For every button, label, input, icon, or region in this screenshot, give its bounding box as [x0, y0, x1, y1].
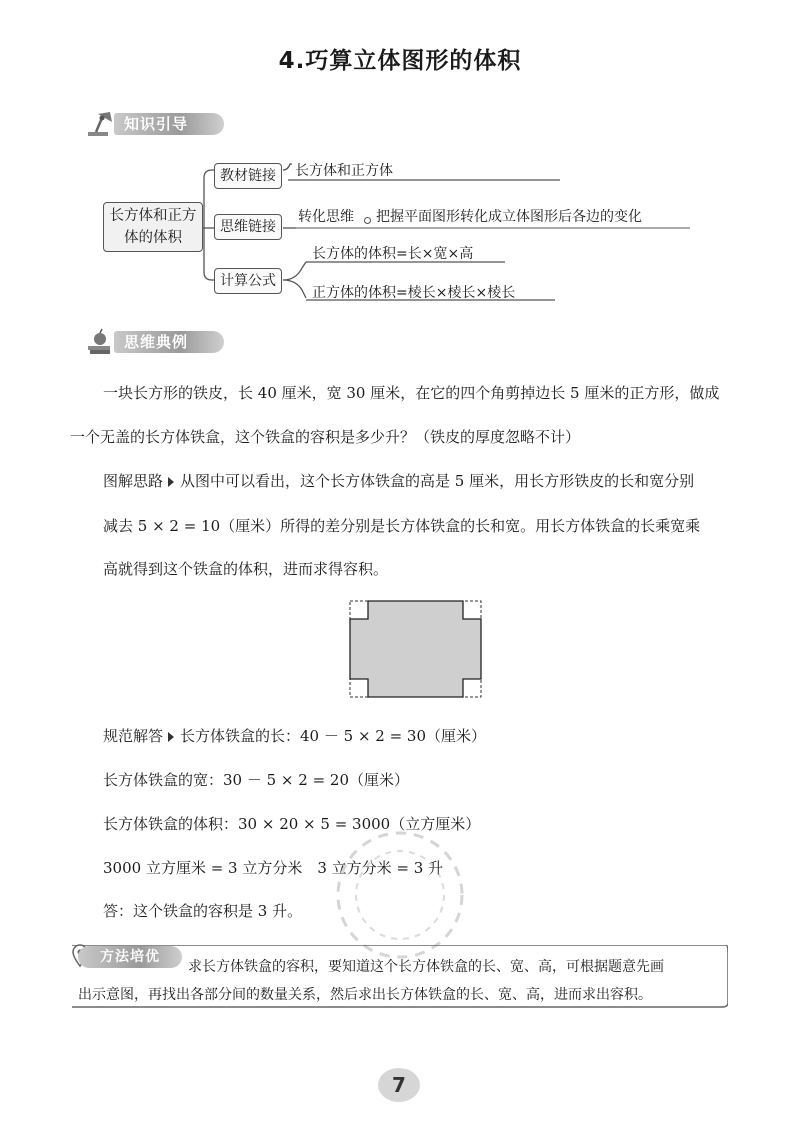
mindmap-leaf: 转化思维: [298, 209, 354, 225]
solution-label: 规范解答: [103, 727, 164, 745]
answer-line: 答：这个铁盒的容积是 3 升。: [103, 902, 303, 920]
mindmap-branch-textbook: 教材链接: [214, 163, 282, 189]
mindmap-root: 长方体和正方体的体积: [103, 202, 203, 252]
problem-line: 一个无盖的长方体铁盒，这个铁盒的容积是多少升？（铁皮的厚度忽略不计）: [70, 428, 581, 446]
triangle-marker-icon: [168, 732, 174, 742]
analysis-label: 图解思路: [103, 472, 164, 490]
solution-line: 3000 立方厘米 = 3 立方分米 3 立方分米 = 3 升: [103, 859, 444, 877]
mindmap-branch-formula: 计算公式: [214, 268, 282, 294]
page-number: 7: [378, 1068, 420, 1102]
section-header-examples: [86, 328, 226, 356]
solution-line: 长方体铁盒的宽：30 － 5 × 2 = 20（厘米）: [103, 771, 410, 789]
analysis-line: 减去 5 × 2 = 10（厘米）所得的差分别是长方体铁盒的长和宽。用长方体铁盒的长乘宽乘: [103, 517, 701, 535]
triangle-marker-icon: [168, 477, 174, 487]
solution-text: 长方体铁盒的长：40 － 5 × 2 = 30（厘米）: [180, 727, 487, 745]
method-line: 出示意图，再找出各部分间的数量关系，然后求出长方体铁盒的长、宽、高，进而求出容积。: [78, 987, 652, 1003]
mindmap-leaf: 长方体和正方体: [295, 163, 393, 179]
solution-line: [103, 725, 486, 746]
solution-line: 长方体铁盒的体积：30 × 20 × 5 = 3000（立方厘米）: [103, 815, 481, 833]
method-line: 求长方体铁盒的容积，要知道这个长方体铁盒的长、宽、高，可根据题意先画: [188, 959, 664, 975]
section-label: 思维典例: [124, 333, 189, 351]
mindmap-branch-thinking: 思维链接: [214, 214, 282, 240]
analysis-text: 从图中可以看出，这个长方体铁盒的高是 5 厘米，用长方形铁皮的长和宽分别: [180, 472, 695, 490]
analysis-line: 高就得到这个铁盒的体积，进而求得容积。: [103, 560, 389, 578]
page-title: 4.巧算立体图形的体积: [278, 48, 522, 74]
section-label: 知识引导: [124, 115, 189, 133]
analysis-line: [103, 470, 694, 491]
section-header-knowledge: [86, 110, 226, 138]
mindmap-dot: [364, 217, 371, 224]
sheet-diagram: [340, 595, 490, 705]
mindmap-leaf: 长方体的体积=长×宽×高: [312, 246, 474, 262]
mindmap-leaf: 正方体的体积=棱长×棱长×棱长: [312, 285, 516, 301]
mindmap-leaf: 把握平面图形转化成立体图形后各边的变化: [376, 209, 642, 225]
method-label: 方法培优: [100, 949, 160, 965]
problem-line: 一块长方形的铁皮，长 40 厘米，宽 30 厘米，在它的四个角剪掉边长 5 厘米的正方形，做成: [103, 384, 720, 402]
